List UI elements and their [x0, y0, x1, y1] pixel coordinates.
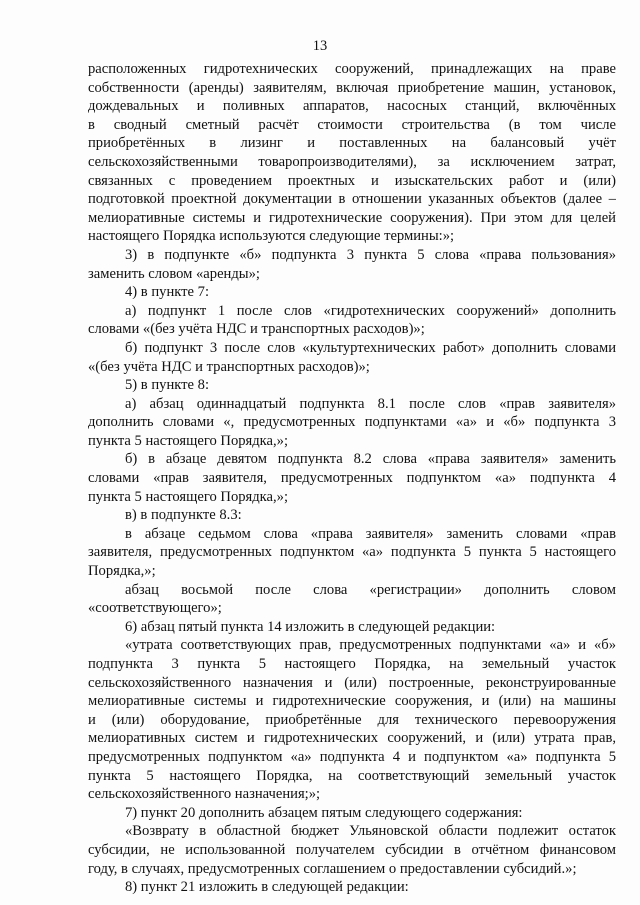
text-line: словами «прав заявителя, предусмотренных подпунктом «а» подпункта 4: [88, 470, 616, 487]
text-line: «(без учёта НДС и транспортных расходов)»;: [88, 358, 370, 375]
text-line: Порядка,»;: [88, 563, 156, 580]
text-line: собственности (аренды) заявителям, включая приобретение машин, установок,: [88, 79, 616, 96]
text-line: сельскохозяйственного назначения и (или) построенные, реконструированные: [88, 674, 616, 691]
text-line: подготовкой проектной документации в отношении указанных объектов (далее –: [88, 191, 616, 208]
text-line: в) в подпункте 8.3:: [125, 507, 242, 524]
text-line: пункта 5 настоящего Порядка,»;: [88, 432, 289, 449]
text-line: мелиоративные системы и гидротехнические сооружения). При этом для целей: [88, 209, 616, 226]
text-line: заявителя, предусмотренных подпунктом «а» подпункта 5 пункта 5 настоящего: [88, 544, 616, 561]
text-line: дополнить словами «, предусмотренных подпунктами «а» и «б» подпункта 3: [88, 414, 616, 431]
text-line: мелиоративные системы и гидротехнические сооружения, и (или) на машины: [88, 693, 616, 710]
text-line: а) подпункт 1 после слов «гидротехнических сооружений» дополнить: [125, 302, 616, 319]
text-line: году, в случаях, предусмотренных соглашением о предоставлении субсидий.»;: [88, 860, 577, 877]
text-line: субсидии, не использованной получателем субсидии в отчётном финансовом: [88, 841, 616, 858]
text-line: связанных с проведением проектных и изыскательских работ и (или): [88, 172, 616, 189]
text-line: 6) абзац пятый пункта 14 изложить в следующей редакции:: [125, 618, 496, 635]
text-line: 3) в подпункте «б» подпункта 3 пункта 5 слова «права пользования»: [125, 246, 616, 263]
text-line: сельскохозяйственными товаропроизводителями), за исключением затрат,: [88, 153, 616, 170]
text-line: словами «(без учёта НДС и транспортных расходов)»;: [88, 321, 425, 338]
text-line: дождевальных и поливных аппаратов, насосных станций, включённых: [88, 98, 616, 115]
text-line: предусмотренных подпунктом «а» подпункта 4 и подпунктом «а» подпункта 5: [88, 748, 616, 765]
text-line: пункта 5 настоящего Порядка, на соответствующий земельный участок: [88, 767, 616, 784]
text-line: и (или) оборудование, приобретённые для технического перевооружения: [88, 711, 616, 728]
text-line: мелиоративных систем и гидротехнических сооружений, и (или) утрата прав,: [88, 730, 616, 747]
page-number: 13: [312, 38, 328, 54]
text-line: пункта 5 настоящего Порядка,»;: [88, 488, 289, 505]
document-body: [88, 60, 616, 897]
text-line: «утрата соответствующих прав, предусмотренных подпунктами «а» и «б»: [125, 637, 616, 654]
text-line: 4) в пункте 7:: [125, 284, 210, 301]
text-line: настоящего Порядка используются следующие термины:»;: [88, 228, 455, 245]
text-line: «соответствующего»;: [88, 600, 222, 617]
text-line: 8) пункт 21 изложить в следующей редакции:: [125, 879, 409, 896]
text-line: а) абзац одиннадцатый подпункта 8.1 после слов «прав заявителя»: [125, 395, 616, 412]
text-line: 7) пункт 20 дополнить абзацем пятым следующего содержания:: [125, 804, 523, 821]
text-line: «Возврату в областной бюджет Ульяновской области подлежит остаток: [125, 823, 616, 840]
text-line: в абзаце седьмом слова «права заявителя» заменить словами «прав: [125, 525, 616, 542]
text-line: б) подпункт 3 после слов «культуртехнических работ» дополнить словами: [125, 339, 616, 356]
text-line: подпункта 3 пункта 5 настоящего Порядка, на земельный участок: [88, 656, 616, 672]
text-line: приобретённых в лизинг и поставленных на балансовый учёт: [88, 135, 616, 152]
text-line: б) в абзаце девятом подпункта 8.2 слова «права заявителя» заменить: [125, 451, 616, 468]
text-line: сельскохозяйственного назначения;»;: [88, 786, 321, 803]
text-line: расположенных гидротехнических сооружений, принадлежащих на праве: [88, 61, 616, 77]
text-line: абзац восьмой после слова «регистрации» дополнить словом: [125, 581, 616, 598]
text-line: в сводный сметный расчёт стоимости строительства (в том числе: [88, 116, 616, 133]
text-line: заменить словом «аренды»;: [88, 265, 260, 282]
text-line: 5) в пункте 8:: [125, 377, 210, 394]
